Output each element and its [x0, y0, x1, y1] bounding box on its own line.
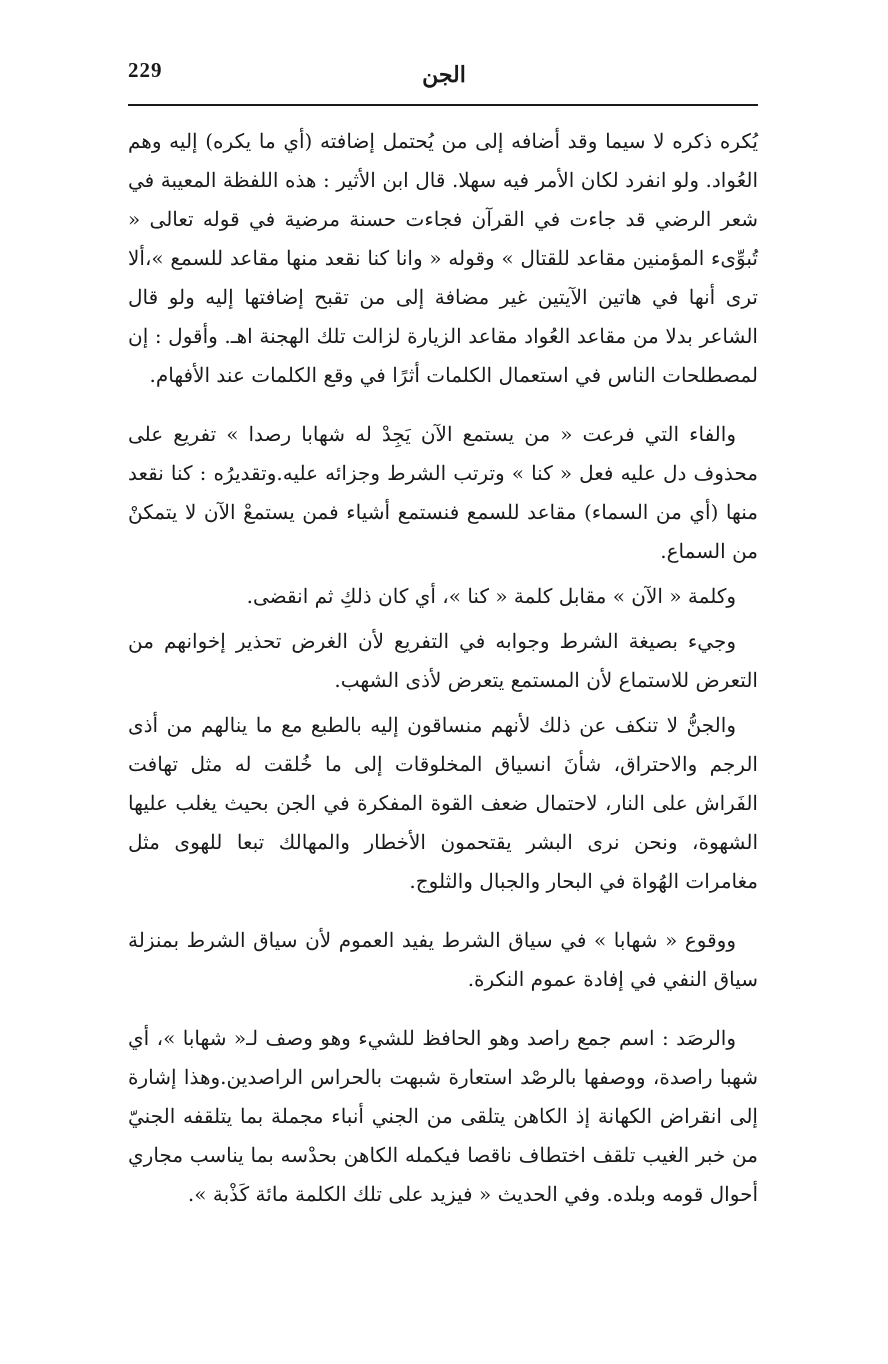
paragraph-7: والرصَد : اسم جمع راصد وهو الحافظ للشيء وهو وصف لـ« شهابا »، أي شهبا راصدة، ووصفها بالرصْد استعارة شبهت بالحراس الراصدين.وهذا إشارة إلى انقراض الكهانة إذ الكاهن يتلقى من الجني أنباء مجملة بما يتلقفه الجنيّ من خبر الغيب تلقف اختطاف ناقصا فيكمله الكاهن بحدْسه بما يناسب مجاري أحوال قومه وبلده. وفي الحديث « فيزيد على تلك الكلمة مائة كَذْبة ».: [128, 1026, 758, 1206]
paragraph-4: وجيء بصيغة الشرط وجوابه في التفريع لأن الغرض تحذير إخوانهم من التعرض للاستماع لأن المستمع يتعرض لأذى الشهب.: [128, 629, 758, 692]
paragraph-6: ووقوع « شهابا » في سياق الشرط يفيد العموم لأن سياق الشرط بمنزلة سياق النفي في إفادة عموم النكرة.: [128, 928, 758, 991]
paragraph-5: والجنُّ لا تنكف عن ذلك لأنهم منساقون إليه بالطبع مع ما ينالهم من أذى الرجم والاحتراق، شأنَ انسياق المخلوقات إلى ما خُلقت له مثل تهافت الفَراش على النار، لاحتمال ضعف القوة المفكرة في الجن بحيث يغلب عليها الشهوة، ونحن نرى البشر يقتحمون الأخطار والمهالك تبعا للهوى مثل مغامرات الهُواة في البحار والجبال والثلوج.: [128, 713, 758, 893]
paragraph-3: وكلمة « الآن » مقابل كلمة « كنا »، أي كان ذلكِ ثم انقضى.: [246, 584, 736, 608]
paragraph-2: والفاء التي فرعت « من يستمع الآن يَجِدْ له شهابا رصدا » تفريع على محذوف دل عليه فعل « كنا » وترتب الشرط وجزائه عليه.وتقديرُه : كنا نقعد منها (أي من السماء) مقاعد للسمع فنستمع أشياء فمن يستمعْ الآن لا يتمكنْ من السماع.: [128, 422, 758, 563]
header-rule: [128, 104, 758, 106]
page-text: [128, 122, 758, 1214]
page-number: 229: [128, 58, 163, 82]
paragraph-1: يُكره ذكره لا سيما وقد أضافه إلى من يُحتمل إضافته (أي ما يكره) إليه وهم العُواد. ولو انفرد لكان الأمر فيه سهلا. قال ابن الأثير : هذه اللفظة المعيبة في شعر الرضي قد جاءت في القرآن فجاءت حسنة مرضية في قوله تعالى « تُبوِّىء المؤمنين مقاعد للقتال » وقوله « وانا كنا نقعد منها مقاعد للسمع »،ألا ترى أنها في هاتين الآيتين غير مضافة إلى من تقبح إضافتها إليه ولو قال الشاعر بدلا من مقاعد العُواد مقاعد الزيارة لزالت تلك الهجنة اهـ. وأقول : إن لمصطلحات الناس في استعمال الكلمات أثرًا في وقع الكلمات عند الأفهام.: [128, 129, 758, 387]
running-header-title: الجن: [422, 62, 466, 88]
